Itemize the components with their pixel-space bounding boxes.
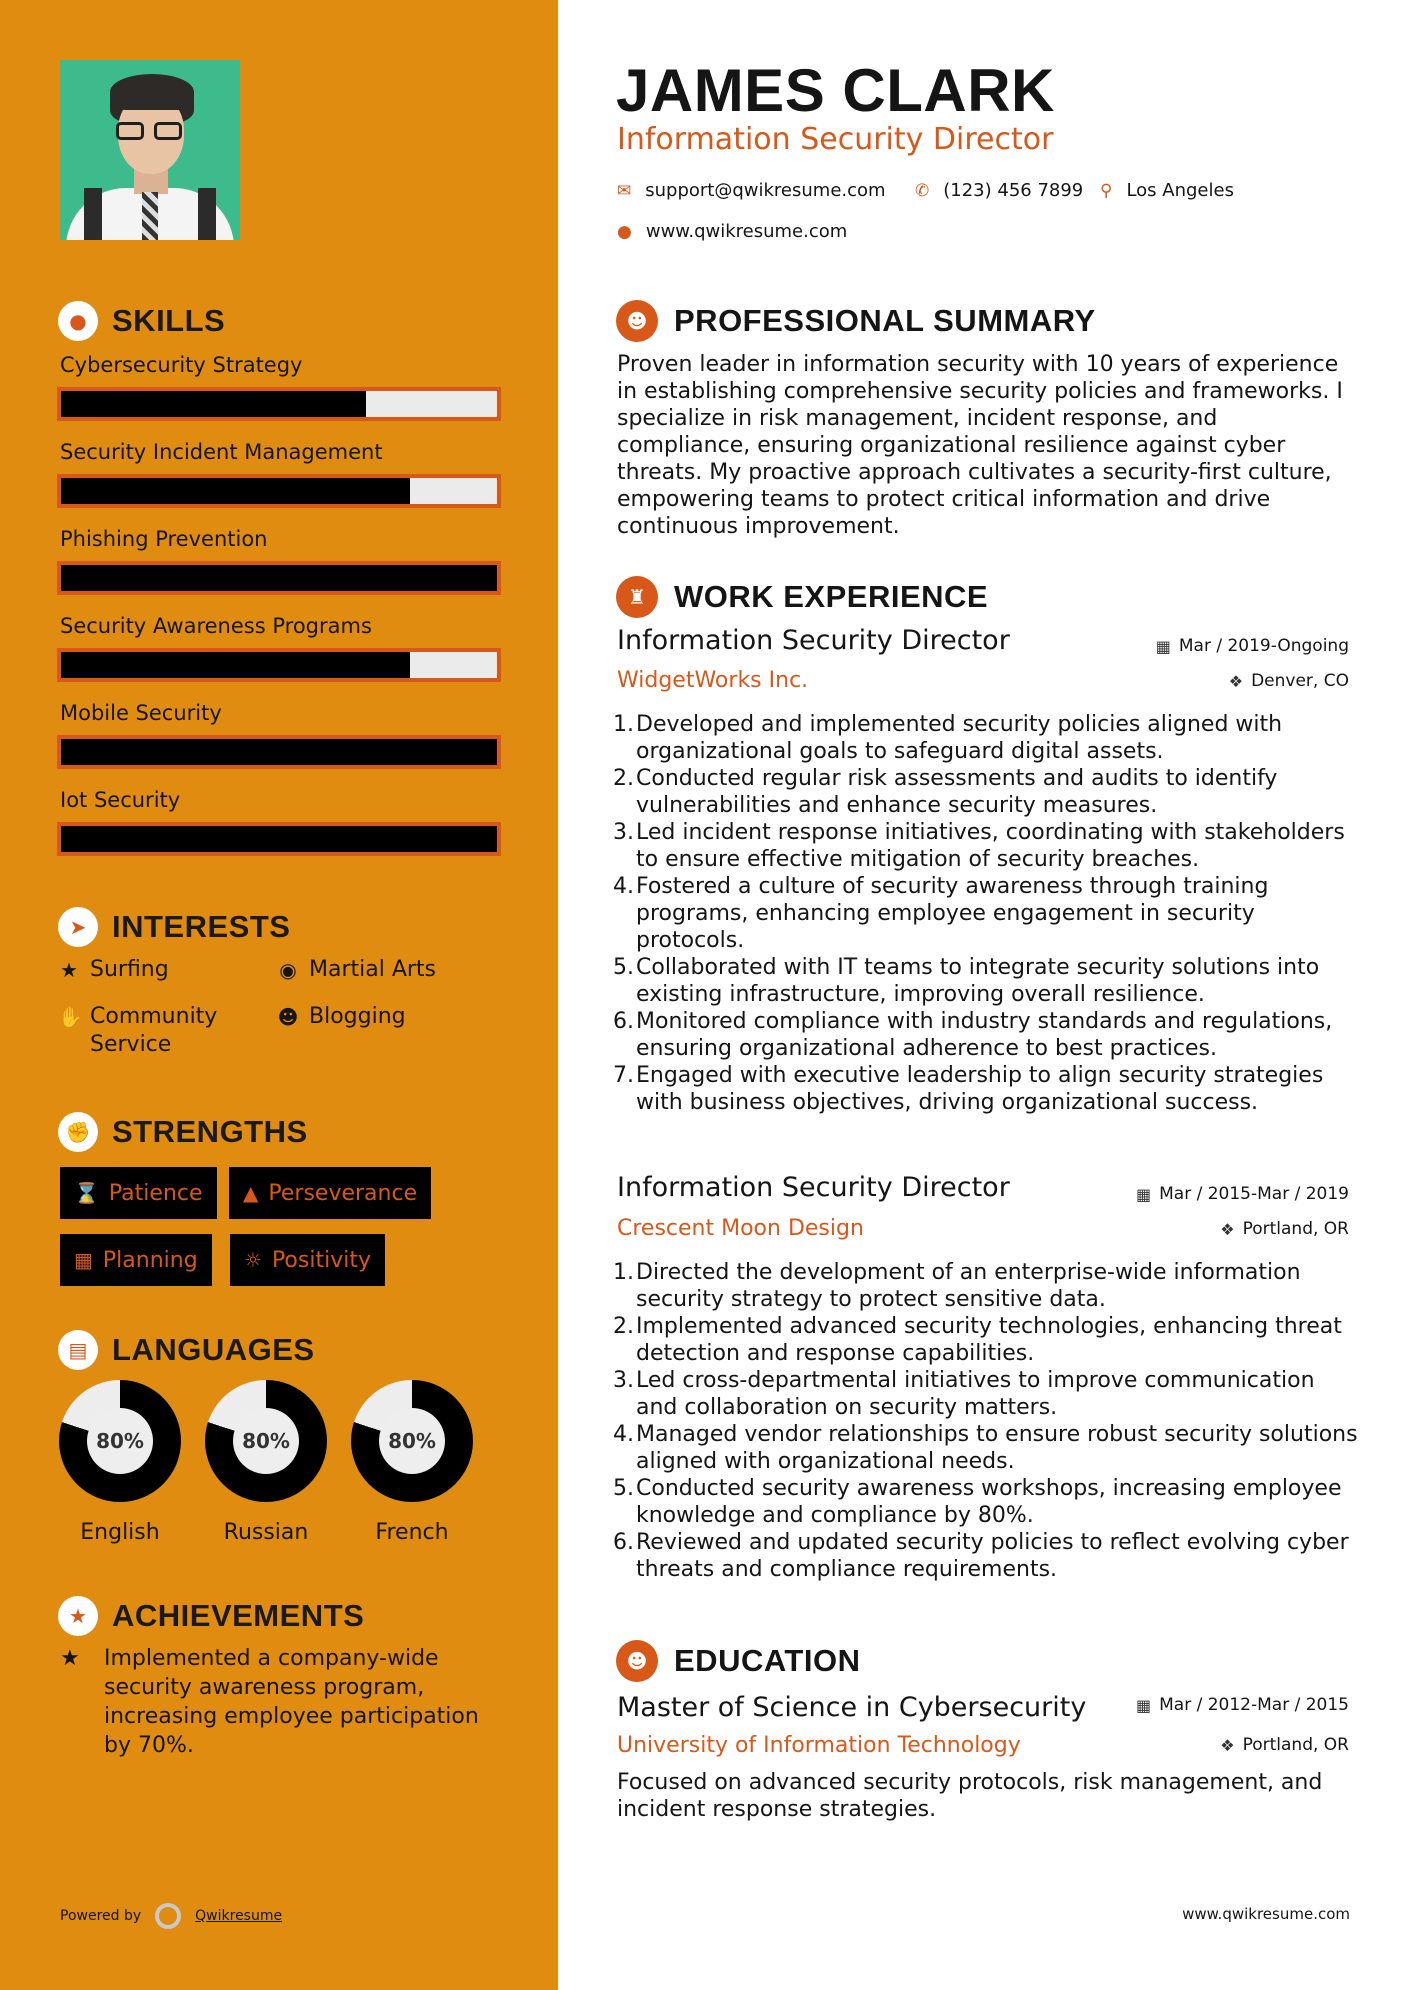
language-item [59,1380,181,1545]
powered-by-label: Powered by [60,1908,142,1924]
list-item: 4. Managed vendor relationships to ensure robust security solutions aligned with organizational needs. [613,1422,1358,1474]
sun-icon: ☼ [244,1248,262,1272]
calendar-icon: ▦ [1155,636,1171,656]
skill-bar-fill [61,739,497,765]
list-item: 1. Directed the development of an enterprise-wide information security strategy to protect sensitive data. [613,1260,1301,1312]
interest-item [58,1003,258,1059]
contact-location [1100,180,1234,201]
powered-by [60,1903,282,1929]
job-location-text: Denver, CO [1251,671,1349,691]
education-dates [1136,1695,1349,1715]
pin-icon: ❖ [1228,671,1244,691]
achievement-item [60,1644,500,1760]
achievements-title: ACHIEVEMENTS [112,1598,365,1633]
skill-name: Mobile Security [60,701,222,725]
list-item: 1. Developed and implemented security policies aligned with organizational goals to safeguard digital assets. [613,712,1283,764]
strengths-heading [58,1112,308,1152]
summary-text: Proven leader in information security with 10 years of experience in establishing comprehensive security policies and frameworks. I specialize in risk management, incident response, and compliance, ensuring organizational resilience against cyber threats. My proactive approach cultivates a security-first culture, empowering teams to protect critical information and drive continuous improvement. [617,352,1343,539]
interest-label: Martial Arts [309,957,437,982]
footer-url[interactable]: www.qwikresume.com [1182,1905,1350,1923]
summary-title: PROFESSIONAL SUMMARY [674,303,1096,338]
achievement-text: Implemented a company-wide security awareness program, increasing employee participation by 70%. [104,1646,479,1758]
list-item: 2. Conducted regular risk assessments and audits to identify vulnerabilities and enhance security measures. [613,766,1278,818]
degree-title: Master of Science in Cybersecurity [617,1692,1087,1723]
users-icon: ☻ [277,1005,299,1029]
list-item: 3. Led incident response initiatives, coordinating with stakeholders to ensure effective mitigation of security breaches. [613,820,1345,872]
paper-plane-icon: ➤ [58,907,98,947]
strength-badge [60,1234,212,1286]
education-location-text: Portland, OR [1242,1735,1349,1755]
calendar-icon: ▦ [74,1248,93,1272]
job-title: Information Security Director [617,1172,1010,1203]
list-item: 5. Collaborated with IT teams to integrate security solutions into existing infrastructure, improving overall resilience. [613,955,1320,1007]
calendar-icon: ▦ [1135,1695,1152,1715]
achievements-heading [58,1596,364,1636]
website-text[interactable]: www.qwikresume.com [645,221,848,242]
contact-email [617,180,886,201]
education-heading [616,1640,860,1682]
star-icon: ★ [60,958,78,982]
list-item: 6. Reviewed and updated security policies to reflect evolving cyber threats and compliance requirements. [613,1530,1349,1582]
language-donut [351,1380,473,1502]
strength-badge [230,1234,385,1286]
road-icon: ▲ [243,1181,259,1205]
job-bullets [612,1259,1358,1583]
job-location [1229,671,1349,691]
map-marker-icon: ⚲ [1100,180,1113,201]
job-location-text: Portland, OR [1242,1219,1349,1239]
interest-item [277,956,436,984]
job-title: Information Security Director [617,625,1010,656]
language-item [351,1380,473,1545]
skill-name: Security Incident Management [60,440,383,464]
job-bullets [612,711,1358,1116]
language-item [205,1380,327,1545]
summary-heading [616,300,1096,342]
school-name: University of Information Technology [617,1733,1021,1758]
chair-icon: ♜ [616,576,658,618]
skill-bar [57,561,501,595]
skill-bar-fill [61,652,410,678]
company-name: Crescent Moon Design [617,1216,864,1241]
job-dates-text: Mar / 2019-Ongoing [1178,636,1349,656]
contact-phone [915,180,1083,201]
company-name: WidgetWorks Inc. [617,668,809,693]
language-percent: 80% [379,1408,445,1474]
skill-bar-fill [61,478,410,504]
strength-badge [229,1167,431,1219]
phone-icon: ✆ [915,180,930,201]
interests-heading [58,907,290,947]
skills-heading [58,301,225,341]
location-text: Los Angeles [1126,180,1234,201]
skill-bar [57,648,501,682]
candidate-role: Information Security Director [617,122,1054,157]
skill-bar [57,735,501,769]
language-percent: 80% [87,1408,153,1474]
language-name: Russian [223,1520,309,1545]
user-icon: ☻ [616,300,658,342]
skill-bar [57,822,501,856]
job-location [1220,1219,1349,1239]
hand-icon: ✋ [58,1005,83,1029]
language-percent: 80% [233,1408,299,1474]
skill-bar-fill [61,826,497,852]
strength-label: Positivity [271,1247,371,1273]
list-item: 3. Led cross-departmental initiatives to improve communication and collaboration on security matters. [613,1368,1315,1420]
education-dates-text: Mar / 2012-Mar / 2015 [1159,1695,1349,1715]
sidebar [0,0,558,1990]
experience-heading [616,576,988,618]
experience-title: WORK EXPERIENCE [674,579,989,614]
languages-title: LANGUAGES [112,1332,315,1367]
job-dates-text: Mar / 2015-Mar / 2019 [1159,1184,1349,1204]
job-dates [1136,1184,1349,1204]
language-donut [59,1380,181,1502]
interests-title: INTERESTS [112,909,291,944]
skill-name: Security Awareness Programs [60,614,372,638]
qwikresume-logo-icon [155,1903,181,1929]
email-text[interactable]: support@qwikresume.com [645,180,886,201]
graduate-icon: ☻ [616,1640,658,1682]
skill-name: Cybersecurity Strategy [60,353,303,377]
interest-item [277,1003,406,1031]
globe-icon: ◉ [279,958,297,982]
skill-name: Phishing Prevention [60,527,268,551]
lightbulb-icon: ● [58,301,98,341]
globe-icon: ● [617,221,632,242]
fist-icon: ✊ [58,1112,98,1152]
interest-label: Blogging [309,1004,406,1029]
list-item: 4. Fostered a culture of security awareness through training programs, enhancing employee engagement in security protocols. [613,874,1269,953]
education-description: Focused on advanced security protocols, risk management, and incident response strategies. [617,1770,1323,1822]
profile-photo [60,60,240,240]
candidate-name: JAMES CLARK [616,57,1055,124]
list-item: 5. Conducted security awareness workshops, increasing employee knowledge and compliance by 80%. [613,1476,1342,1528]
award-icon: ★ [58,1596,98,1636]
stars-icon: ★ [60,1646,80,1671]
phone-text[interactable]: (123) 456 7899 [943,180,1084,201]
contact-website [617,221,847,242]
languages-heading [58,1330,315,1370]
envelope-icon: ✉ [617,180,632,201]
skill-bar-fill [61,565,497,591]
job-dates [1156,636,1349,656]
language-icon: ▤ [58,1330,98,1370]
strengths-title: STRENGTHS [112,1114,308,1149]
calendar-icon: ▦ [1135,1184,1152,1204]
skill-name: Iot Security [60,788,181,812]
list-item: 2. Implemented advanced security technologies, enhancing threat detection and response capabilities. [613,1314,1342,1366]
qwikresume-link[interactable]: Qwikresume [195,1908,283,1924]
skill-bar-fill [61,391,366,417]
interest-label: Community Service [90,1004,218,1057]
strength-label: Perseverance [268,1180,418,1206]
interest-label: Surfing [90,957,169,982]
list-item: 6. Monitored compliance with industry standards and regulations, ensuring organizational adherence to best practices. [613,1009,1333,1061]
strength-label: Planning [102,1247,198,1273]
education-title: EDUCATION [674,1643,861,1678]
skills-title: SKILLS [112,303,226,338]
education-location [1220,1735,1349,1755]
list-item: 7. Engaged with executive leadership to align security strategies with business objectives, driving organizational success. [613,1063,1324,1115]
language-donut [205,1380,327,1502]
strength-label: Patience [108,1180,203,1206]
skill-bar [57,387,501,421]
language-name: French [375,1520,449,1545]
strength-badge [60,1167,217,1219]
pin-icon: ❖ [1220,1219,1235,1239]
skill-bar [57,474,501,508]
language-name: English [80,1520,160,1545]
pin-icon: ❖ [1220,1735,1235,1755]
hourglass-icon: ⌛ [74,1181,99,1205]
interest-item [58,956,169,984]
